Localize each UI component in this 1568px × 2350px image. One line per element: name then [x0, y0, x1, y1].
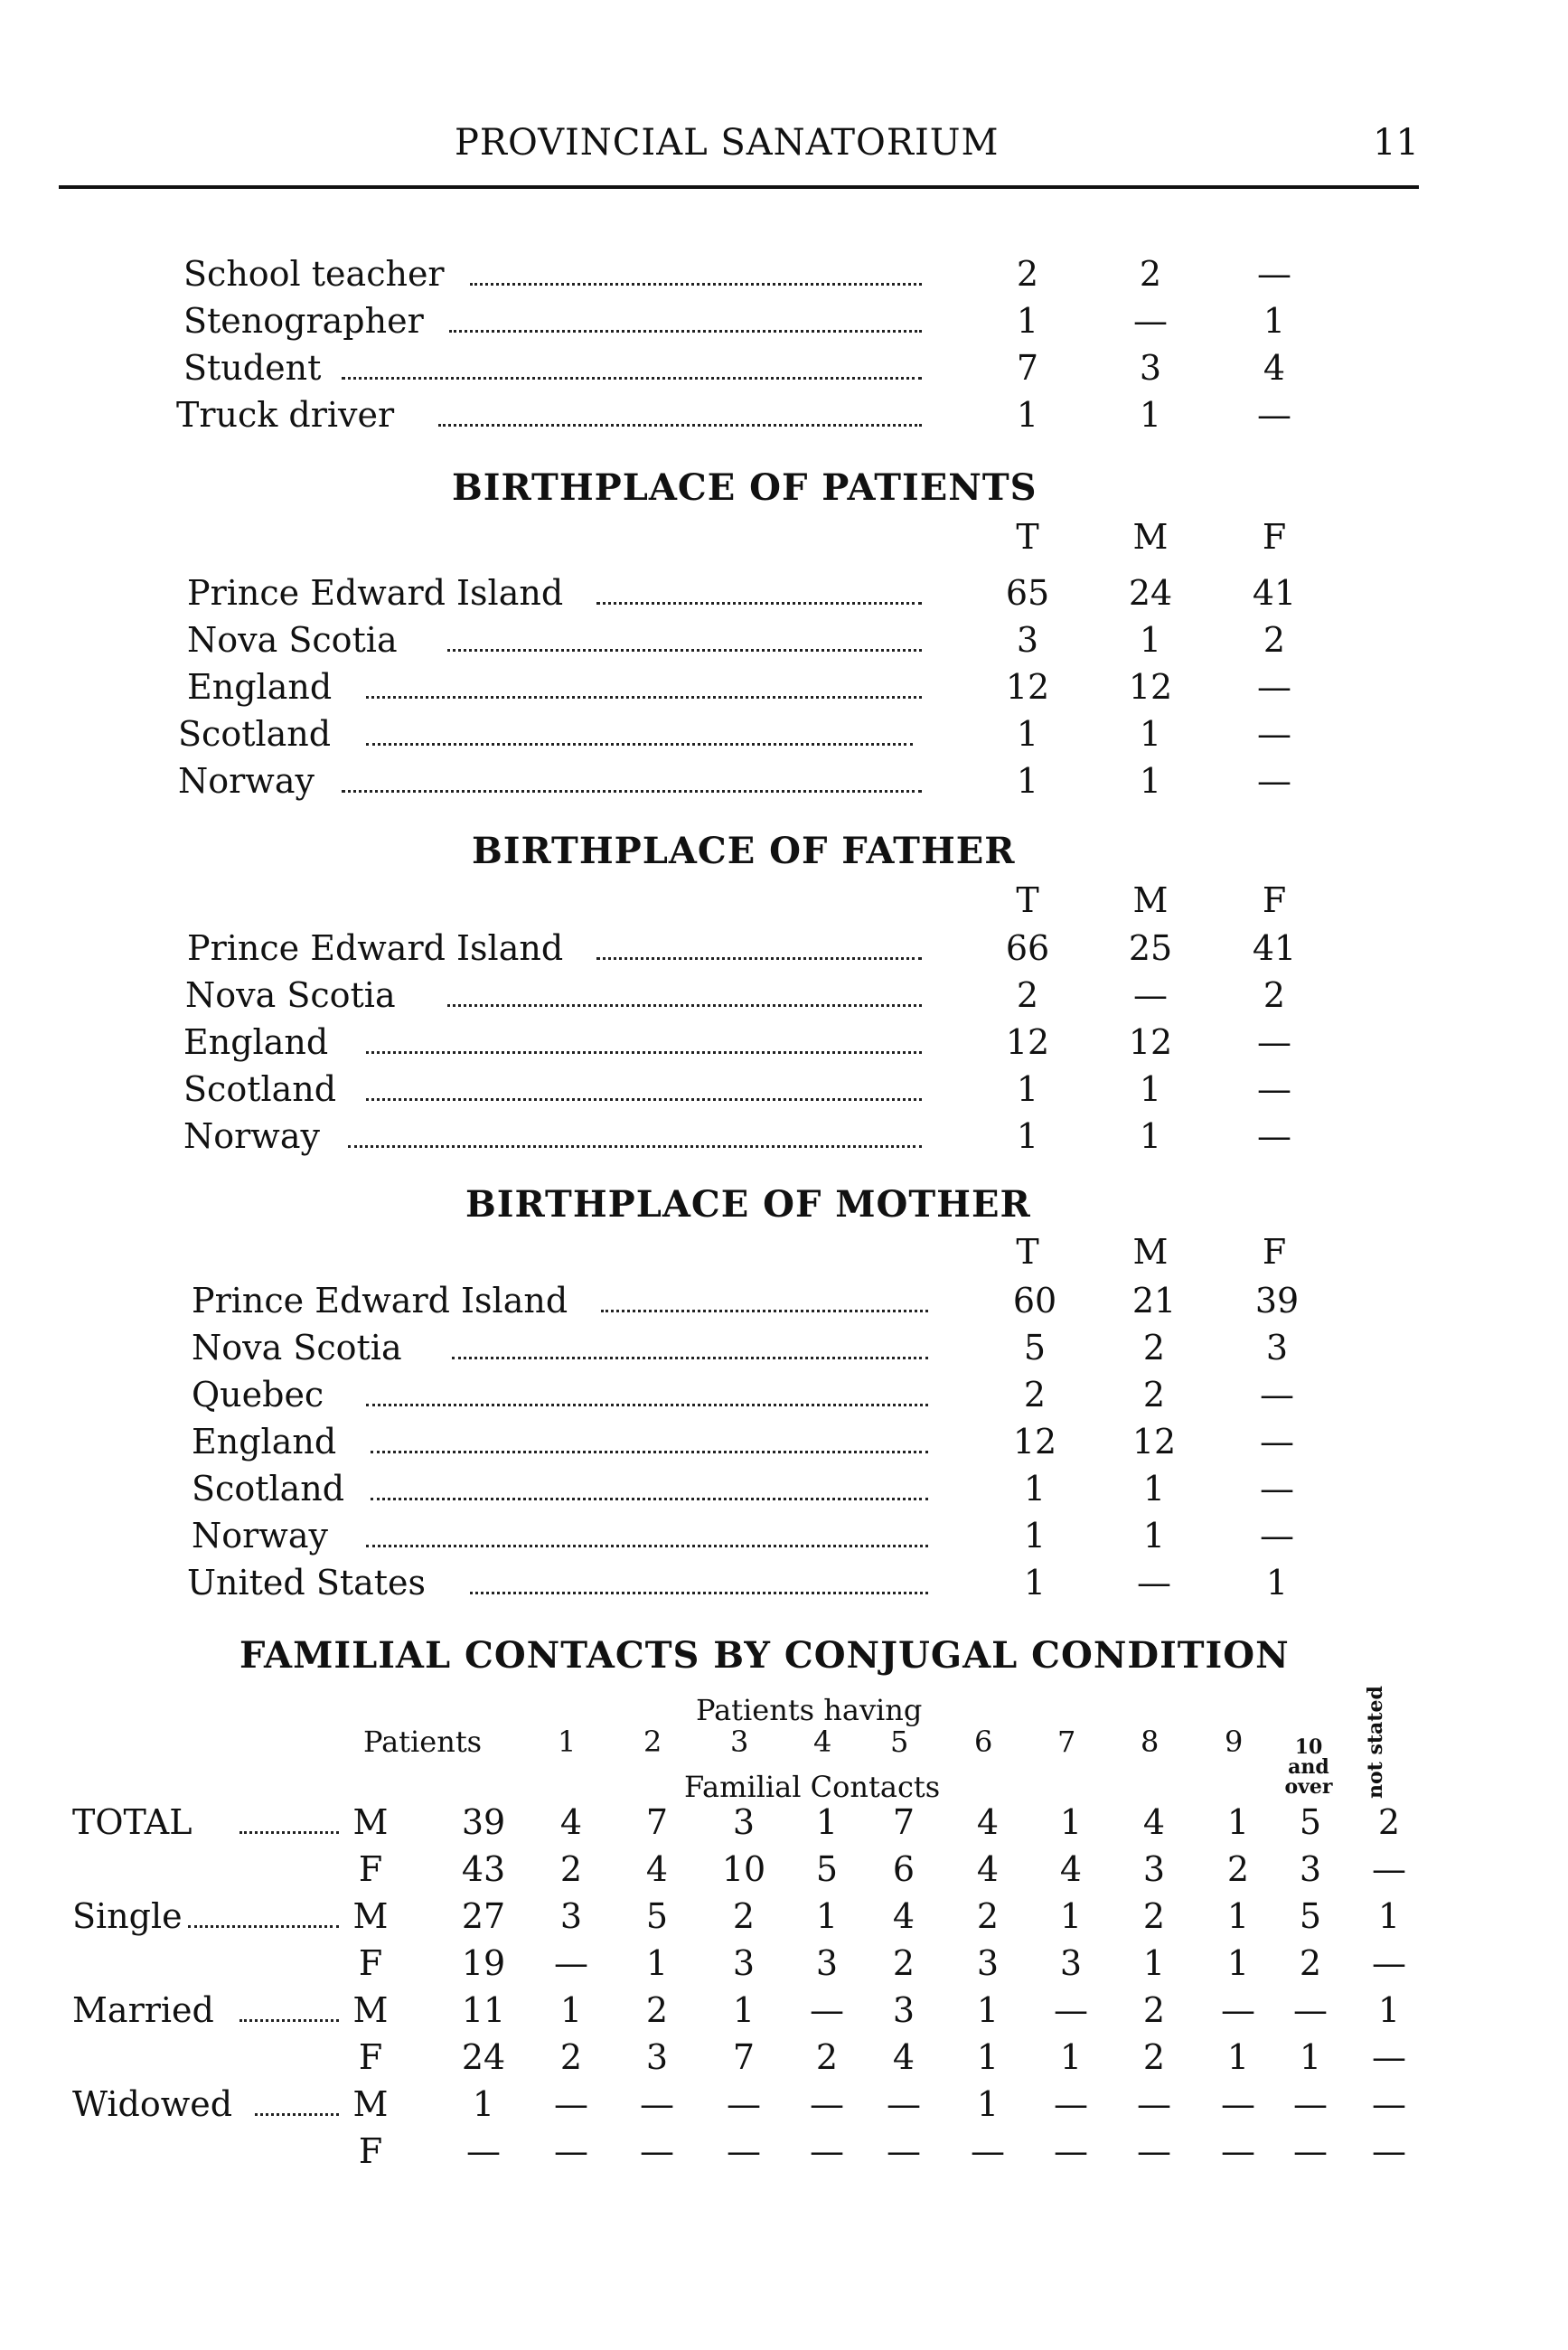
sex-cell: M	[352, 2084, 389, 2124]
leader-dots	[366, 741, 913, 746]
ten-label: 10	[1294, 1735, 1323, 1759]
contacts-cell: 1	[645, 1943, 669, 1983]
value-f: 3	[1265, 1328, 1289, 1368]
contacts-cell: 3	[1059, 1943, 1083, 1983]
table-row	[0, 297, 1568, 344]
value-t: 65	[1005, 573, 1050, 613]
row-label: England	[187, 667, 333, 707]
contacts-cell: 1	[1377, 1990, 1401, 2030]
row-label: Norway	[178, 761, 315, 801]
group-label: Single	[72, 1896, 183, 1936]
sex-cell: F	[358, 2037, 383, 2077]
row-label: School teacher	[183, 254, 445, 294]
patients-cell: 43	[461, 1849, 506, 1889]
value-t: 1	[1023, 1516, 1047, 1556]
value-f: —	[1257, 1116, 1291, 1156]
row-label: Nova Scotia	[185, 975, 396, 1015]
value-f: 41	[1252, 928, 1297, 968]
value-t: 3	[1016, 620, 1039, 660]
value-m: 1	[1139, 395, 1162, 435]
table-row	[0, 1371, 1568, 1418]
value-m: 12	[1128, 667, 1173, 707]
leader-dots	[366, 1402, 928, 1406]
contacts-cell: —	[810, 2084, 844, 2124]
leader-dots	[449, 328, 922, 333]
contacts-cell: 4	[1142, 1802, 1166, 1842]
contacts-cell: —	[1372, 1849, 1406, 1889]
value-m: 3	[1139, 348, 1162, 388]
contacts-cell: 2	[559, 1849, 583, 1889]
contacts-cell: —	[1137, 2084, 1171, 2124]
contacts-cell: 4	[976, 1802, 1000, 1842]
sex-cell: M	[352, 1896, 389, 1936]
contacts-cell: 5	[1299, 1802, 1322, 1842]
leader-dots	[371, 1449, 928, 1453]
table-row	[0, 1559, 1568, 1606]
column-header-m: M	[1132, 880, 1169, 920]
column-header-3: 3	[730, 1725, 749, 1759]
table-row	[0, 1987, 1568, 2034]
contacts-cell: 7	[892, 1802, 915, 1842]
value-m: —	[1133, 301, 1168, 341]
contacts-cell: 5	[645, 1896, 669, 1936]
leader-dots	[342, 788, 922, 793]
sex-cell: M	[352, 1990, 389, 2030]
value-f: 39	[1254, 1281, 1300, 1321]
sex-cell: F	[358, 1849, 383, 1889]
value-t: 66	[1005, 928, 1050, 968]
contacts-cell: —	[1372, 2037, 1406, 2077]
contacts-cell: 2	[1142, 2037, 1166, 2077]
column-header-m: M	[1132, 1232, 1169, 1272]
row-label: Norway	[192, 1516, 328, 1556]
value-m: 12	[1131, 1422, 1177, 1462]
table-row	[0, 1512, 1568, 1559]
contacts-cell: 1	[1377, 1896, 1401, 1936]
contacts-cell: 2	[1226, 1849, 1250, 1889]
column-header-f: F	[1262, 517, 1287, 557]
contacts-cell: 1	[1059, 1802, 1083, 1842]
contacts-cell: 3	[976, 1943, 1000, 1983]
value-f: —	[1257, 1069, 1291, 1109]
table-row	[0, 1893, 1568, 1940]
leader-dots	[239, 2017, 339, 2022]
contacts-cell: 1	[1299, 2037, 1322, 2077]
row-label: Scotland	[183, 1069, 337, 1109]
contacts-cell: —	[640, 2131, 674, 2171]
contacts-cell: —	[554, 2084, 588, 2124]
value-f: 1	[1263, 301, 1286, 341]
contacts-cell: 1	[1226, 1943, 1250, 1983]
column-header-t: T	[1016, 517, 1039, 557]
contacts-cell: 3	[732, 1943, 756, 1983]
value-f: —	[1257, 761, 1291, 801]
row-label: Prince Edward Island	[187, 928, 564, 968]
contacts-cell: —	[640, 2084, 674, 2124]
contacts-cell: 3	[645, 2037, 669, 2077]
value-f: —	[1257, 667, 1291, 707]
contacts-cell: 4	[892, 1896, 915, 1936]
contacts-cell: —	[1372, 2084, 1406, 2124]
contacts-cell: 7	[732, 2037, 756, 2077]
table-row	[0, 1066, 1568, 1113]
value-m: 1	[1139, 761, 1162, 801]
contacts-cell: —	[1054, 2131, 1088, 2171]
value-t: 1	[1016, 1069, 1039, 1109]
value-f: —	[1260, 1375, 1294, 1415]
contacts-cell: 10	[721, 1849, 766, 1889]
contacts-cell: 2	[1142, 1896, 1166, 1936]
leader-dots	[447, 647, 922, 652]
contacts-cell: —	[727, 2084, 761, 2124]
contacts-cell: 1	[815, 1802, 839, 1842]
contacts-cell: 5	[815, 1849, 839, 1889]
contacts-cell: 1	[1142, 1943, 1166, 1983]
contacts-cell: —	[1054, 2084, 1088, 2124]
patients-cell: 27	[461, 1896, 506, 1936]
table-row	[0, 1418, 1568, 1465]
sex-cell: F	[358, 1943, 383, 1983]
running-title: PROVINCIAL SANATORIUM	[455, 122, 1000, 164]
column-header-2: 2	[643, 1725, 662, 1759]
value-t: 1	[1016, 301, 1039, 341]
contacts-cell: 1	[976, 2037, 1000, 2077]
table-row	[0, 616, 1568, 663]
value-f: 4	[1263, 348, 1286, 388]
table-row	[0, 2128, 1568, 2175]
column-header-4: 4	[813, 1725, 832, 1759]
patients-cell: 39	[461, 1802, 506, 1842]
row-label: Stenographer	[183, 301, 424, 341]
contacts-cell: 3	[559, 1896, 583, 1936]
page-number: 11	[1373, 122, 1419, 164]
contacts-cell: 3	[732, 1802, 756, 1842]
value-t: 12	[1005, 667, 1050, 707]
leader-dots	[470, 1590, 928, 1594]
contacts-cell: —	[887, 2131, 921, 2171]
value-t: 12	[1005, 1022, 1050, 1062]
leader-dots	[447, 1002, 922, 1007]
contacts-cell: 1	[1226, 1802, 1250, 1842]
table-row	[0, 1465, 1568, 1512]
column-header-f: F	[1262, 880, 1287, 920]
contacts-cell: 1	[1226, 1896, 1250, 1936]
contacts-cell: —	[1137, 2131, 1171, 2171]
value-t: 2	[1016, 254, 1039, 294]
contacts-cell: 3	[815, 1943, 839, 1983]
value-t: 2	[1016, 975, 1039, 1015]
value-t: 1	[1016, 395, 1039, 435]
value-m: 1	[1142, 1469, 1166, 1509]
value-t: 1	[1023, 1563, 1047, 1603]
column-header-8: 8	[1141, 1725, 1160, 1759]
contacts-cell: 3	[1299, 1849, 1322, 1889]
contacts-cell: —	[1372, 1943, 1406, 1983]
leader-dots	[348, 1143, 922, 1148]
value-t: 2	[1023, 1375, 1047, 1415]
patients-cell: 1	[472, 2084, 495, 2124]
contacts-cell: 1	[976, 2084, 1000, 2124]
contacts-cell: 5	[1299, 1896, 1322, 1936]
leader-dots	[452, 1355, 928, 1359]
table-row	[0, 1113, 1568, 1160]
leader-dots	[188, 1923, 339, 1928]
leader-dots	[255, 2111, 339, 2116]
value-f: —	[1260, 1516, 1294, 1556]
section-heading: BIRTHPLACE OF FATHER	[472, 830, 1016, 872]
value-m: 2	[1139, 254, 1162, 294]
value-m: 2	[1142, 1375, 1166, 1415]
patients-cell: —	[466, 2131, 501, 2171]
value-t: 7	[1016, 348, 1039, 388]
table-row	[0, 663, 1568, 710]
value-t: 1	[1023, 1469, 1047, 1509]
contacts-cell: 1	[1059, 1896, 1083, 1936]
contacts-cell: 1	[976, 1990, 1000, 2030]
leader-dots	[596, 955, 922, 960]
leader-dots	[601, 1308, 928, 1312]
table-row	[0, 1940, 1568, 1987]
contacts-cell: —	[1221, 2084, 1255, 2124]
value-m: 1	[1142, 1516, 1166, 1556]
leader-dots	[366, 1049, 922, 1054]
group-label: TOTAL	[72, 1802, 192, 1842]
row-label: Student	[183, 348, 322, 388]
group-label: Widowed	[72, 2084, 233, 2124]
row-label: Nova Scotia	[187, 620, 398, 660]
value-t: 1	[1016, 714, 1039, 754]
value-m: 2	[1142, 1328, 1166, 1368]
group-label: Married	[72, 1990, 214, 2030]
table-row	[0, 1846, 1568, 1893]
leader-dots	[596, 600, 922, 605]
contacts-cell: 3	[1142, 1849, 1166, 1889]
column-header-t: T	[1016, 880, 1039, 920]
contacts-cell: —	[1293, 2131, 1328, 2171]
table-row	[0, 2081, 1568, 2128]
section-heading: FAMILIAL CONTACTS BY CONJUGAL CONDITION	[239, 1634, 1290, 1677]
value-f: 41	[1252, 573, 1297, 613]
over-label: over	[1284, 1775, 1333, 1799]
sex-cell: F	[358, 2131, 383, 2171]
contacts-cell: 1	[732, 1990, 756, 2030]
table-row	[0, 710, 1568, 757]
contacts-cell: 2	[1142, 1990, 1166, 2030]
contacts-cell: —	[1221, 2131, 1255, 2171]
table-row	[0, 757, 1568, 804]
value-m: 21	[1131, 1281, 1177, 1321]
row-label: Quebec	[192, 1375, 324, 1415]
row-label: Nova Scotia	[192, 1328, 402, 1368]
value-f: —	[1257, 714, 1291, 754]
leader-dots	[239, 1829, 339, 1834]
column-header-6: 6	[974, 1725, 993, 1759]
contacts-cell: 4	[1059, 1849, 1083, 1889]
contacts-cell: 1	[815, 1896, 839, 1936]
contacts-cell: 1	[559, 1990, 583, 2030]
row-label: Prince Edward Island	[192, 1281, 568, 1321]
section-heading: BIRTHPLACE OF MOTHER	[465, 1183, 1031, 1226]
contacts-cell: 4	[559, 1802, 583, 1842]
column-header-7: 7	[1057, 1725, 1076, 1759]
row-label: Scotland	[192, 1469, 345, 1509]
patients-cell: 11	[461, 1990, 506, 2030]
value-f: 1	[1265, 1563, 1289, 1603]
row-label: England	[192, 1422, 337, 1462]
contacts-cell: —	[1293, 2084, 1328, 2124]
table-row	[0, 250, 1568, 297]
patients-having-caption: Patients having	[696, 1693, 923, 1727]
table-row	[0, 344, 1568, 391]
contacts-cell: 2	[892, 1943, 915, 1983]
contacts-cell: —	[887, 2084, 921, 2124]
leader-dots	[371, 1496, 928, 1500]
column-header-f: F	[1262, 1232, 1287, 1272]
table-row	[0, 1799, 1568, 1846]
contacts-cell: 2	[645, 1990, 669, 2030]
value-m: 25	[1128, 928, 1173, 968]
contacts-cell: —	[810, 1990, 844, 2030]
contacts-cell: —	[971, 2131, 1005, 2171]
value-t: 1	[1016, 761, 1039, 801]
leader-dots	[366, 1543, 928, 1547]
contacts-cell: 2	[815, 2037, 839, 2077]
patients-cell: 24	[461, 2037, 506, 2077]
contacts-cell: 2	[732, 1896, 756, 1936]
contacts-cell: 1	[1226, 2037, 1250, 2077]
contacts-cell: —	[554, 2131, 588, 2171]
table-row	[0, 569, 1568, 616]
contacts-cell: —	[1372, 2131, 1406, 2171]
value-t: 5	[1023, 1328, 1047, 1368]
leader-dots	[366, 1096, 922, 1101]
value-m: 1	[1139, 620, 1162, 660]
value-t: 12	[1012, 1422, 1057, 1462]
table-row	[0, 1019, 1568, 1066]
contacts-cell: 4	[892, 2037, 915, 2077]
value-m: —	[1133, 975, 1168, 1015]
table-row	[0, 391, 1568, 438]
contacts-cell: 6	[892, 1849, 915, 1889]
page-header	[59, 122, 1419, 189]
familial-contacts-caption: Familial Contacts	[684, 1770, 941, 1804]
contacts-cell: —	[727, 2131, 761, 2171]
table-row	[0, 2034, 1568, 2081]
row-label: Prince Edward Island	[187, 573, 564, 613]
value-m: 1	[1139, 714, 1162, 754]
column-header-1: 1	[558, 1725, 577, 1759]
row-label: England	[183, 1022, 329, 1062]
value-f: —	[1257, 1022, 1291, 1062]
column-header-t: T	[1016, 1232, 1039, 1272]
table-row	[0, 972, 1568, 1019]
value-m: 24	[1128, 573, 1173, 613]
table-row	[0, 925, 1568, 972]
row-label: Truck driver	[176, 395, 395, 435]
column-header-m: M	[1132, 517, 1169, 557]
table-row	[0, 1277, 1568, 1324]
contacts-cell: 2	[976, 1896, 1000, 1936]
row-label: Norway	[183, 1116, 320, 1156]
column-header-10-and-over	[1282, 1737, 1336, 1797]
value-f: —	[1260, 1422, 1294, 1462]
table-row	[0, 1324, 1568, 1371]
contacts-cell: 3	[892, 1990, 915, 2030]
patients-cell: 19	[461, 1943, 506, 1983]
value-m: 12	[1128, 1022, 1173, 1062]
contacts-cell: 2	[1377, 1802, 1401, 1842]
contacts-cell: —	[1293, 1990, 1328, 2030]
value-m: 1	[1139, 1069, 1162, 1109]
contacts-cell: —	[554, 1943, 588, 1983]
contacts-cell: 1	[1059, 2037, 1083, 2077]
contacts-cell: 4	[645, 1849, 669, 1889]
leader-dots	[470, 281, 922, 286]
value-m: 1	[1139, 1116, 1162, 1156]
column-header-5: 5	[890, 1725, 909, 1759]
value-f: —	[1260, 1469, 1294, 1509]
sex-cell: M	[352, 1802, 389, 1842]
value-f: —	[1257, 395, 1291, 435]
row-label: United States	[187, 1563, 427, 1603]
value-f: —	[1257, 254, 1291, 294]
column-header-9: 9	[1225, 1725, 1244, 1759]
value-t: 1	[1016, 1116, 1039, 1156]
row-label: Scotland	[178, 714, 332, 754]
leader-dots	[366, 694, 922, 699]
contacts-cell: 7	[645, 1802, 669, 1842]
leader-dots	[438, 422, 922, 427]
value-f: 2	[1263, 620, 1286, 660]
column-header-not-stated: not stated	[1364, 1686, 1387, 1799]
value-t: 60	[1012, 1281, 1057, 1321]
contacts-cell: —	[1054, 1990, 1088, 2030]
section-heading: BIRTHPLACE OF PATIENTS	[452, 466, 1038, 509]
contacts-cell: —	[1221, 1990, 1255, 2030]
and-label: and	[1288, 1755, 1329, 1779]
contacts-cell: 2	[1299, 1943, 1322, 1983]
contacts-cell: 2	[559, 2037, 583, 2077]
column-header-patients: Patients	[363, 1725, 483, 1759]
value-f: 2	[1263, 975, 1286, 1015]
contacts-cell: —	[810, 2131, 844, 2171]
leader-dots	[342, 375, 922, 380]
contacts-cell: 4	[976, 1849, 1000, 1889]
value-m: —	[1137, 1563, 1171, 1603]
